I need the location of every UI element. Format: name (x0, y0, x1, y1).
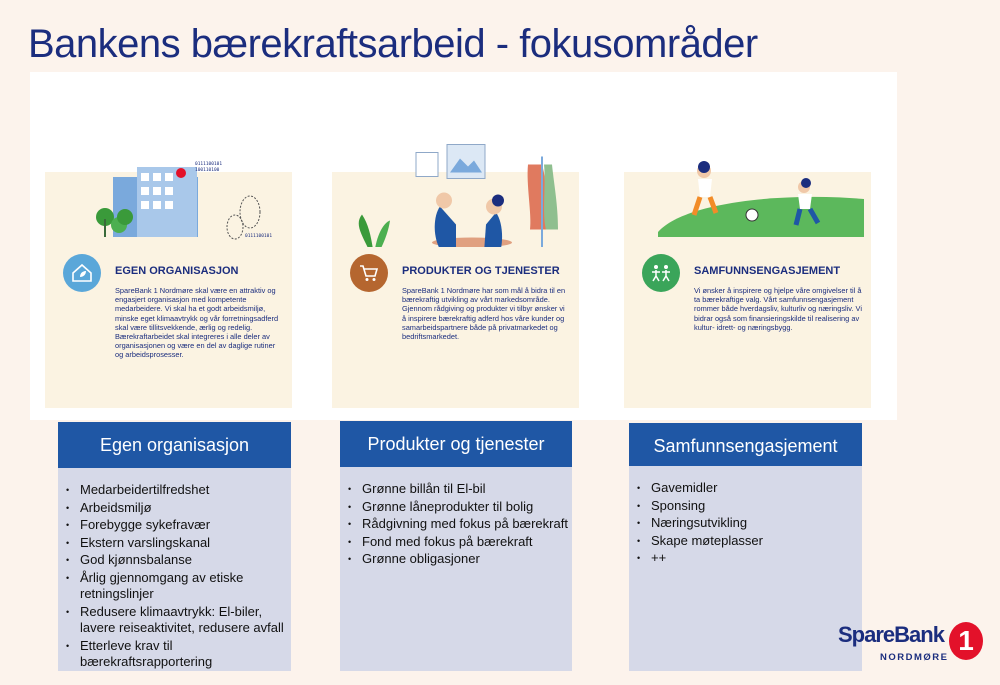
list-item: • Grønne billån til El-bil (350, 481, 572, 498)
svg-text:0111100101: 0111100101 (245, 234, 273, 239)
column-header-samfunnsengasjement: Samfunnsengasjement (629, 423, 862, 469)
logo-sub: NORDMØRE (880, 652, 949, 663)
list-item: • Medarbeidertilfredshet (68, 482, 291, 499)
list-item: • Forebygge sykefravær (68, 517, 291, 534)
list-item: • ++ (639, 550, 862, 567)
list-item: • Etterleve krav til bærekraftsrapportering (68, 638, 291, 671)
column-list-egen-organisasjon (58, 468, 291, 671)
list-item: • Grønne låneprodukter til bolig (350, 499, 572, 516)
page-title: Bankens bærekraftsarbeid - fokusområder (28, 22, 758, 66)
column-header-produkter-og-tjenester: Produkter og tjenester (340, 421, 572, 467)
svg-text:0111100101: 0111100101 (195, 162, 223, 167)
list-item: • Næringsutvikling (639, 515, 862, 532)
card-text: SpareBank 1 Nordmøre skal være en attraktiv og engasjert organisasjon med kompetente medarbeidere. Vi skal ha et godt arbeidsmiljø, minske eget klimaavtrykk og vår forretningsadferd skal være tillitsvekkende, ærlig og redelig. Bærekraftarbeidet skal integreres i alle deler av organisasjonen og være en del av daglige rutiner og arbeidsprosesser. (115, 286, 279, 360)
svg-text:100110100: 100110100 (195, 168, 220, 173)
card-title: SAMFUNNSENGASJEMENT (694, 265, 841, 277)
list-item: • Grønne obligasjoner (350, 551, 572, 568)
list-item: • Rådgivning med fokus på bærekraft (350, 516, 572, 533)
list-item: • Gavemidler (639, 480, 862, 497)
advisory-meeting-illustration (332, 92, 579, 247)
sparebank1-logo (838, 622, 974, 663)
logo-badge: 1 (949, 622, 983, 660)
list-item: • Fond med fokus på bærekraft (350, 534, 572, 551)
list-item: • Arbeidsmiljø (68, 500, 291, 517)
card-text: Vi ønsker å inspirere og hjelpe våre omgivelser til å ta bærekraftige valg. Vårt samfunnsengasjement rommer både hverdagsliv, kulturliv og næringsliv. Vi bidrar også som finansieringskilde til realisering av kultur- idrett- og næringsbygg. (694, 286, 862, 332)
shopping-cart-icon (350, 254, 388, 292)
house-leaf-icon (63, 254, 101, 292)
list-item: • Ekstern varslingskanal (68, 535, 291, 552)
children-football-illustration (624, 142, 871, 242)
logo-brand: SpareBank (838, 622, 944, 647)
card-egen-organisasjon (45, 162, 292, 408)
card-title: EGEN ORGANISASJON (115, 265, 239, 277)
column-list-samfunnsengasjement (629, 466, 862, 671)
column-list-produkter-og-tjenester (340, 467, 572, 671)
list-item: • God kjønnsbalanse (68, 552, 291, 569)
list-item: • Sponsing (639, 498, 862, 515)
card-title: PRODUKTER OG TJENESTER (402, 265, 560, 277)
list-item: • Redusere klimaavtrykk: El-biler, lavere reiseaktivitet, redusere avfall (68, 604, 291, 637)
card-samfunnsengasjement (624, 172, 871, 408)
list-item: • Skape møteplasser (639, 533, 862, 550)
people-community-icon (642, 254, 680, 292)
list-item: • Årlig gjennomgang av etiske retningslinjer (68, 570, 291, 603)
card-produkter-og-tjenester (332, 172, 579, 408)
card-text: SpareBank 1 Nordmøre har som mål å bidra til en bærekraftig utvikling av vårt markedsområde. Gjennom rådgiving og produkter vi tilbyr ønsker vi å inspirere bærekraftig adferd hos våre kunder og samarbeidspartnere både på privatmarkedet og bedriftsmarkedet. (402, 286, 566, 342)
column-header-egen-organisasjon: Egen organisasjon (58, 422, 291, 468)
office-building-illustration (45, 137, 292, 247)
